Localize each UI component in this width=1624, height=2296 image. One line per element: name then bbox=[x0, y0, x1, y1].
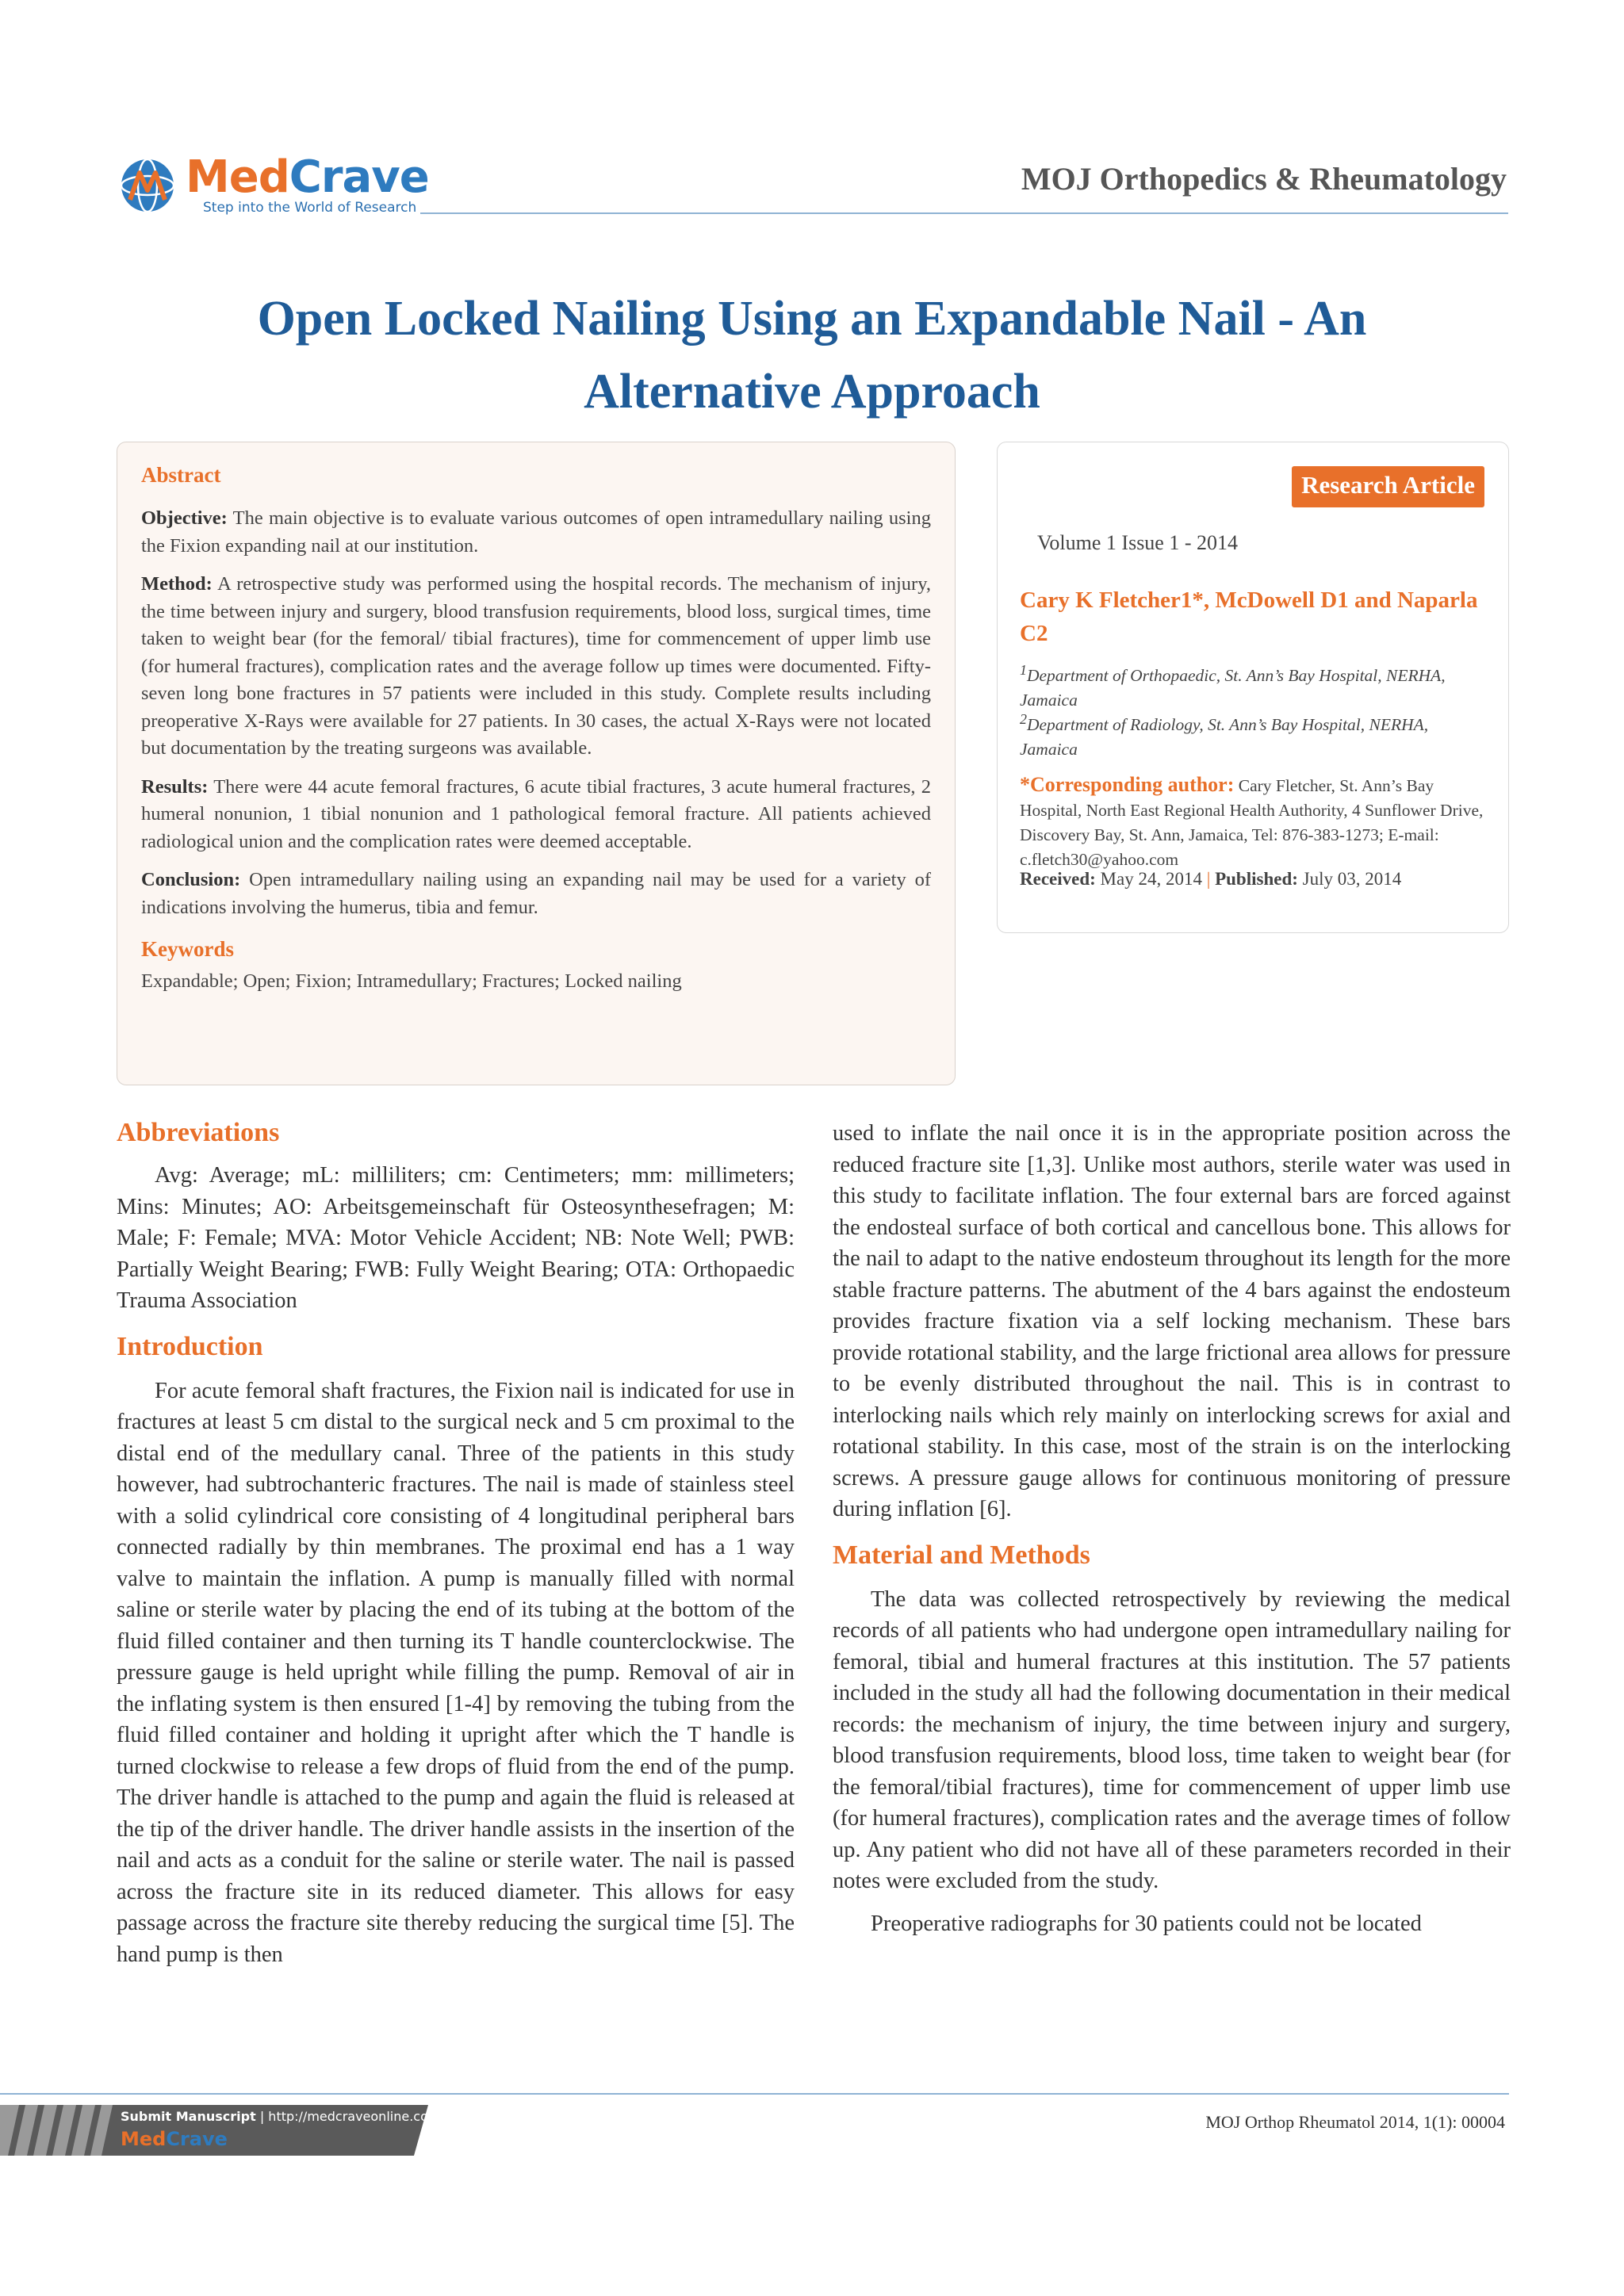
header-divider bbox=[420, 212, 1508, 214]
article-type-badge: Research Article bbox=[1292, 466, 1484, 507]
affiliation-1: $^1$Department of Orthopaedic, St. Ann’s Bay Hospital, NERHA, Jamaica bbox=[1020, 662, 1446, 710]
abstract-objective: Objective: The main objective is to evaluate various outcomes of open intramedullary nailing using the Fixion expanding nail at our institution. bbox=[141, 507, 931, 557]
methods-text-2: Preoperative radiographs for 30 patients could not be located bbox=[871, 1911, 1422, 1936]
volume-issue: Volume 1 Issue 1 - 2014 bbox=[1037, 531, 1239, 554]
introduction-heading: Introduction bbox=[117, 1331, 263, 1361]
submit-manuscript-link[interactable]: Submit Manuscript | http://medcraveonline.com bbox=[121, 2109, 441, 2124]
medcrave-globe-icon bbox=[119, 157, 176, 214]
medcrave-logo[interactable] bbox=[119, 152, 436, 224]
journal-name: MOJ Orthopedics & Rheumatology bbox=[1021, 161, 1507, 197]
methods-heading: Material and Methods bbox=[833, 1540, 1090, 1570]
abstract-method: Method: A retrospective study was performed using the hospital records. The mechanism of injury, the time between injury and surgery, blood transfusion requirements, blood loss, surgical times, time taken to weight bear (for the femoral/ tibial fractures), time for commencement of upper limb use (for humeral fractures), complication rates and the average follow up times were documented. Fifty-seven long bone fractures in 57 patients were included in this study. Complete results including preoperative X-Rays were available for 27 patients. In 30 cases, the actual X-Rays were not located but documentation by the treating surgeons was available. bbox=[141, 573, 931, 759]
body-column-left bbox=[117, 1117, 795, 1970]
page-citation: MOJ Orthop Rheumatol 2014, 1(1): 00004 bbox=[1205, 2112, 1505, 2132]
logo-tagline: Step into the World of Research bbox=[203, 200, 417, 216]
footer-divider bbox=[0, 2093, 1509, 2095]
article-dates: Received: May 24, 2014 | Published: July 03, 2014 bbox=[1020, 869, 1402, 889]
abstract-heading: Abstract bbox=[141, 463, 221, 487]
abbreviations-heading: Abbreviations bbox=[117, 1118, 280, 1147]
logo-wordmark: MedCrave bbox=[186, 151, 429, 203]
methods-text: The data was collected retrospectively by reviewing the medical records of all patients who had undergone open intramedullary nailing for femoral, tibial and humeral fractures at this institution. The 57 patients included in the study all had the following documentation in their medical records: the mechanism of injury, the time between injury and surgery, blood transfusion requirements, blood loss, time taken to weight bear (for the femoral/tibial fractures), time for commencement of upper limb use (for humeral fractures), complication rates and the average times of follow up. Any patient who did not have all of these parameters recorded in their notes were excluded from the study. bbox=[833, 1586, 1511, 1893]
introduction-continued: used to inflate the nail once it is in the appropriate position across the reduced fracture site [1,3]. Unlike most authors, sterile water was used in this study to facilitate inflation. The four external bars are forced against the endosteal surface of both cortical and cancellous bone. This allows for the nail to adapt to the native endosteum throughout its length for the more stable fracture patterns. The abutment of the 4 bars against the endosteum provides fracture fixation via a self locking mechanism. These bars provide rotational stability, and the large frictional area allows for pressure to be evenly distributed throughout the nail. This is in contrast to interlocking nails which rely mainly on interlocking screws for axial and rotational stability. In this case, most of the strain is on the interlocking screws. A pressure gauge allows for continuous monitoring of pressure during inflation [6]. bbox=[833, 1121, 1511, 1521]
author-list: Cary K Fletcher1*, McDowell D1 and Naparla C2 bbox=[1020, 587, 1478, 646]
article-info-box bbox=[997, 442, 1509, 933]
title-line-1: Open Locked Nailing Using an Expandable Nail - An bbox=[257, 292, 1367, 346]
title-line-2: Alternative Approach bbox=[584, 365, 1040, 419]
abbreviations-text: Avg: Average; mL: milliliters; cm: Centimeters; mm: millimeters; Mins: Minutes; AO: Arbeitsgemeinschaft für Osteosynthesefragen; M: Male; F: Female; MVA: Motor Vehicle Accident; NB: Note Well; PWB: Partially Weight Bearing; FWB: Fully Weight Bearing; OTA: Orthopaedic Trauma Association bbox=[117, 1163, 795, 1313]
keywords-list: Expandable; Open; Fixion; Intramedullary; Fractures; Locked nailing bbox=[141, 970, 682, 992]
article-title bbox=[119, 282, 1505, 428]
body-column-right bbox=[833, 1118, 1511, 1939]
corresponding-author: *Corresponding author: Cary Fletcher, St. Ann’s Bay Hospital, North East Regional Health Authority, 4 Sunflower Drive, Discovery Bay, St. Ann, Jamaica, Tel: 876-383-1273; E-mail: c.fletch30@yahoo.com bbox=[1020, 773, 1484, 869]
keywords-heading: Keywords bbox=[141, 937, 234, 961]
affiliation-2: $^2$Department of Radiology, St. Ann’s Bay Hospital, NERHA, Jamaica bbox=[1020, 711, 1429, 760]
footer-brand: MedCrave bbox=[121, 2128, 228, 2150]
introduction-text: For acute femoral shaft fractures, the Fixion nail is indicated for use in fractures at least 5 cm distal to the surgical neck and 5 cm proximal to the distal end of the medullary canal. Three of the patients in this study however, had subtrochanteric fractures. The nail is made of stainless steel with a solid cylindrical core consisting of 4 longitudinal peripheral bars connected radially by thin membranes. The proximal end has a 1 way valve to maintain the inflation. A pump is manually filled with normal saline or sterile water by placing the end of its tubing at the bottom of the fluid filled container and then turning its T handle counterclockwise. The pressure gauge is held upright while filling the pump. Removal of air in the inflating system is then ensured [1-4] by removing the tubing from the fluid filled container and holding it upright after which the T handle is turned clockwise to release a few drops of fluid from the end of the pump. The driver handle is attached to the pump and again the fluid is released at the tip of the driver handle. The driver handle assists in the insertion of the nail and acts as a conduit for the saline or sterile water. The nail is passed across the fracture site in its reduced diameter. This allows for easy passage across the fracture site thereby reducing the surgical time [5]. The hand pump is then bbox=[117, 1378, 795, 1967]
abstract-results: Results: There were 44 acute femoral fractures, 6 acute tibial fractures, 3 acute humeral fractures, 2 humeral nonunion, 1 tibial nonunion and 1 pathological femoral fracture. All patients achieved radiological union and the complication rates were deemed acceptable. bbox=[141, 775, 931, 852]
abstract-box bbox=[117, 442, 956, 1085]
abstract-conclusion: Conclusion: Open intramedullary nailing using an expanding nail may be used for a variety of indications involving the humerus, tibia and femur. bbox=[141, 869, 931, 918]
